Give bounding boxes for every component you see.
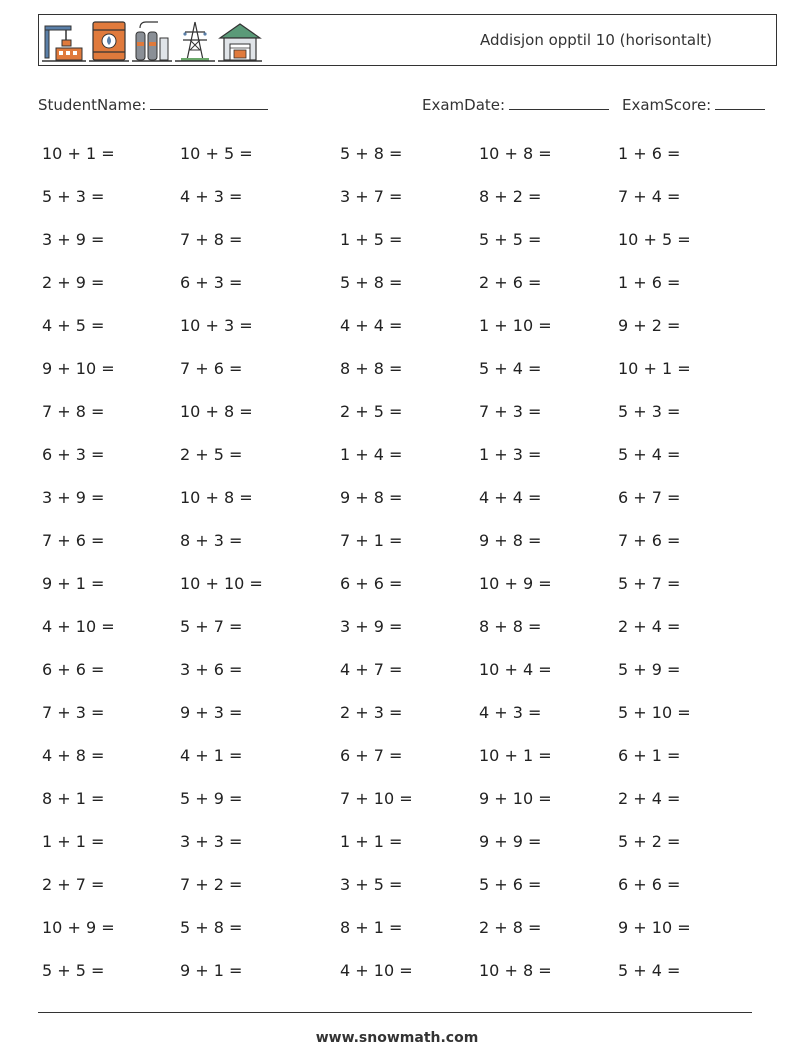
student-name-blank[interactable] — [150, 95, 268, 110]
problem-item: 3 + 9 = — [42, 230, 105, 249]
problem-item: 10 + 5 = — [618, 230, 691, 249]
problem-item: 10 + 4 = — [479, 660, 552, 679]
problem-item: 5 + 4 = — [479, 359, 542, 378]
warehouse-icon — [218, 20, 262, 64]
problem-item: 6 + 6 = — [42, 660, 105, 679]
problem-item: 7 + 6 = — [618, 531, 681, 550]
problem-item: 5 + 8 = — [180, 918, 243, 937]
problem-item: 5 + 2 = — [618, 832, 681, 851]
problem-item: 8 + 1 = — [340, 918, 403, 937]
problem-item: 1 + 6 = — [618, 144, 681, 163]
problem-item: 9 + 1 = — [180, 961, 243, 980]
problem-item: 9 + 1 = — [42, 574, 105, 593]
problem-item: 6 + 6 = — [618, 875, 681, 894]
exam-score-label: ExamScore: — [622, 96, 712, 114]
problem-item: 5 + 5 = — [42, 961, 105, 980]
worksheet-title: Addisjon opptil 10 (horisontalt) — [479, 31, 712, 49]
problem-item: 7 + 10 = — [340, 789, 413, 808]
problem-item: 2 + 6 = — [479, 273, 542, 292]
problem-item: 8 + 8 = — [479, 617, 542, 636]
problem-item: 2 + 7 = — [42, 875, 105, 894]
problem-item: 4 + 10 = — [42, 617, 115, 636]
problem-item: 6 + 7 = — [340, 746, 403, 765]
gas-cylinders-icon — [132, 20, 172, 64]
problem-item: 10 + 8 = — [479, 961, 552, 980]
crane-factory-icon — [42, 20, 86, 64]
problem-item: 3 + 3 = — [180, 832, 243, 851]
exam-score-blank[interactable] — [715, 95, 765, 110]
problem-item: 10 + 8 = — [479, 144, 552, 163]
problem-item: 3 + 9 = — [340, 617, 403, 636]
header-icons — [42, 18, 262, 64]
footer-divider — [38, 1012, 752, 1013]
problem-item: 4 + 3 = — [180, 187, 243, 206]
problem-item: 2 + 4 = — [618, 789, 681, 808]
footer-url: www.snowmath.com — [315, 1030, 479, 1046]
problem-item: 6 + 6 = — [340, 574, 403, 593]
problem-item: 5 + 7 = — [618, 574, 681, 593]
problem-item: 7 + 8 = — [42, 402, 105, 421]
problem-item: 4 + 1 = — [180, 746, 243, 765]
student-name-label: StudentName: — [38, 96, 147, 114]
problem-item: 7 + 3 = — [42, 703, 105, 722]
problem-item: 3 + 5 = — [340, 875, 403, 894]
problem-item: 9 + 8 = — [479, 531, 542, 550]
problem-item: 9 + 9 = — [479, 832, 542, 851]
problem-item: 4 + 3 = — [479, 703, 542, 722]
problem-item: 10 + 1 = — [618, 359, 691, 378]
problem-item: 2 + 4 = — [618, 617, 681, 636]
problem-item: 7 + 1 = — [340, 531, 403, 550]
problem-item: 9 + 10 = — [479, 789, 552, 808]
problem-item: 4 + 8 = — [42, 746, 105, 765]
problem-item: 4 + 4 = — [479, 488, 542, 507]
problem-item: 10 + 9 = — [42, 918, 115, 937]
problem-item: 8 + 3 = — [180, 531, 243, 550]
problem-item: 1 + 3 = — [479, 445, 542, 464]
problem-item: 1 + 6 = — [618, 273, 681, 292]
problem-item: 7 + 6 = — [42, 531, 105, 550]
problem-item: 9 + 10 = — [42, 359, 115, 378]
problem-item: 3 + 9 = — [42, 488, 105, 507]
problem-item: 5 + 10 = — [618, 703, 691, 722]
problem-item: 2 + 5 = — [180, 445, 243, 464]
problem-item: 3 + 7 = — [340, 187, 403, 206]
worksheet-header — [38, 14, 777, 66]
problem-item: 10 + 9 = — [479, 574, 552, 593]
problem-item: 1 + 5 = — [340, 230, 403, 249]
problem-item: 5 + 3 = — [618, 402, 681, 421]
problem-item: 8 + 2 = — [479, 187, 542, 206]
problem-item: 10 + 1 = — [42, 144, 115, 163]
problem-item: 3 + 6 = — [180, 660, 243, 679]
problem-item: 9 + 10 = — [618, 918, 691, 937]
exam-date-label: ExamDate: — [422, 96, 506, 114]
problem-item: 1 + 1 = — [42, 832, 105, 851]
problem-item: 4 + 7 = — [340, 660, 403, 679]
problem-item: 10 + 1 = — [479, 746, 552, 765]
problem-item: 7 + 2 = — [180, 875, 243, 894]
problem-item: 6 + 1 = — [618, 746, 681, 765]
problem-item: 7 + 6 = — [180, 359, 243, 378]
problem-item: 5 + 3 = — [42, 187, 105, 206]
exam-score-field — [622, 95, 765, 114]
problem-item: 4 + 4 = — [340, 316, 403, 335]
student-name-field — [38, 95, 268, 114]
problem-item: 8 + 1 = — [42, 789, 105, 808]
problem-item: 2 + 9 = — [42, 273, 105, 292]
problem-item: 1 + 10 = — [479, 316, 552, 335]
oil-barrel-icon — [89, 20, 129, 64]
problem-item: 8 + 8 = — [340, 359, 403, 378]
problem-item: 6 + 3 = — [42, 445, 105, 464]
problem-item: 5 + 4 = — [618, 961, 681, 980]
problem-item: 7 + 4 = — [618, 187, 681, 206]
problem-item: 2 + 8 = — [479, 918, 542, 937]
problem-item: 9 + 8 = — [340, 488, 403, 507]
problem-item: 5 + 4 = — [618, 445, 681, 464]
problem-item: 7 + 8 = — [180, 230, 243, 249]
problem-item: 6 + 3 = — [180, 273, 243, 292]
problem-item: 10 + 8 = — [180, 402, 253, 421]
problem-item: 2 + 5 = — [340, 402, 403, 421]
problem-item: 10 + 5 = — [180, 144, 253, 163]
problem-item: 5 + 5 = — [479, 230, 542, 249]
problem-item: 9 + 2 = — [618, 316, 681, 335]
problem-item: 10 + 3 = — [180, 316, 253, 335]
problem-item: 5 + 9 = — [180, 789, 243, 808]
problem-item: 6 + 7 = — [618, 488, 681, 507]
problem-item: 7 + 3 = — [479, 402, 542, 421]
exam-date-blank[interactable] — [509, 95, 609, 110]
exam-date-field — [422, 95, 609, 114]
problem-item: 5 + 8 = — [340, 144, 403, 163]
problem-item: 10 + 8 = — [180, 488, 253, 507]
problem-item: 10 + 10 = — [180, 574, 263, 593]
problem-item: 1 + 1 = — [340, 832, 403, 851]
problem-item: 2 + 3 = — [340, 703, 403, 722]
problem-item: 5 + 9 = — [618, 660, 681, 679]
problem-item: 1 + 4 = — [340, 445, 403, 464]
problem-item: 9 + 3 = — [180, 703, 243, 722]
power-tower-icon — [175, 20, 215, 64]
problem-item: 5 + 8 = — [340, 273, 403, 292]
problem-item: 5 + 6 = — [479, 875, 542, 894]
problem-item: 4 + 10 = — [340, 961, 413, 980]
problem-item: 5 + 7 = — [180, 617, 243, 636]
problem-item: 4 + 5 = — [42, 316, 105, 335]
